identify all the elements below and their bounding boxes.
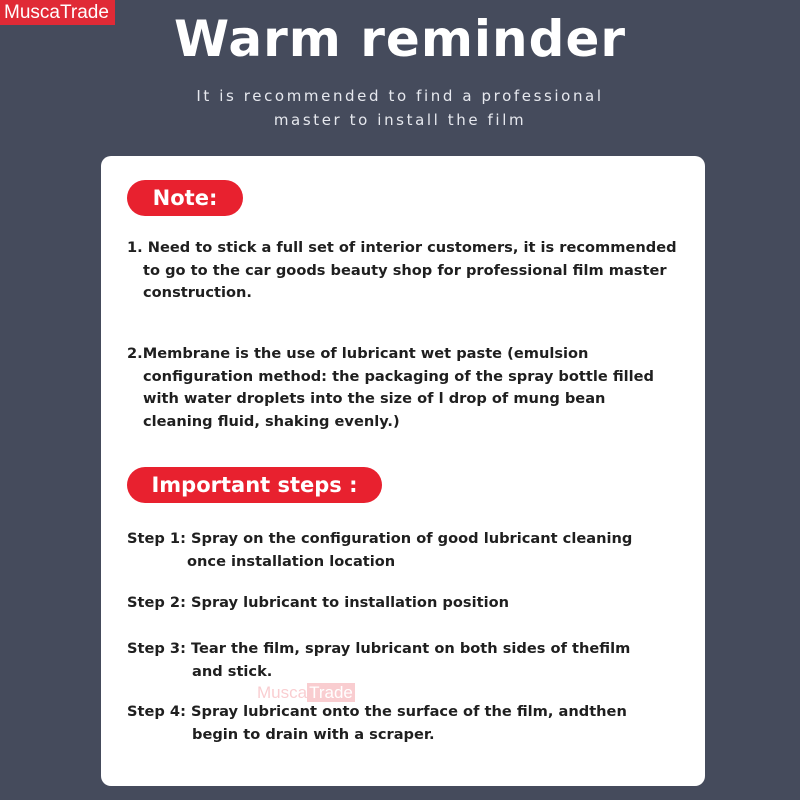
note-2-line-3: with water droplets into the size of l drop of mung bean	[143, 390, 606, 407]
note-1-line-1: 1. Need to stick a full set of interior customers, it is recommended	[127, 239, 677, 256]
brand-logo-part2: Trade	[59, 2, 109, 23]
step-3-line-2: and stick.	[192, 662, 273, 680]
note-2-line-1: 2.Membrane is the use of lubricant wet paste (emulsion	[127, 345, 589, 362]
step-3	[127, 638, 697, 683]
subtitle-line-1: It is recommended to find a professional	[196, 87, 604, 105]
note-item-2	[127, 343, 697, 433]
step-1-line-1: Step 1: Spray on the configuration of good lubricant cleaning	[127, 530, 633, 547]
step-2	[127, 592, 697, 615]
watermark	[257, 683, 355, 703]
note-2-line-2: configuration method: the packaging of the spray bottle filled	[143, 367, 655, 385]
watermark-part1: Musca	[257, 683, 308, 702]
step-2-line-1: Step 2: Spray lubricant to installation position	[127, 594, 509, 611]
note-2-line-4: cleaning fluid, shaking evenly.)	[143, 412, 400, 430]
brand-logo-part1: Musca	[4, 2, 60, 23]
page-title: Warm reminder	[173, 10, 627, 68]
step-1-line-2: once installation location	[187, 552, 396, 570]
note-1-line-3: construction.	[143, 284, 252, 301]
page-subtitle	[0, 84, 800, 132]
subtitle-line-2: master to install the film	[273, 111, 527, 129]
step-4-line-2: begin to drain with a scraper.	[192, 725, 435, 743]
note-label: Note:	[127, 180, 243, 216]
watermark-part2: Trade	[309, 683, 353, 702]
info-card	[101, 156, 705, 786]
note-item-1	[127, 237, 697, 305]
step-4-line-1: Step 4: Spray lubricant onto the surface of the film, andthen	[127, 703, 627, 720]
note-1-line-2: to go to the car goods beauty shop for professional film master	[143, 261, 667, 279]
important-steps-label: Important steps :	[127, 467, 382, 503]
step-1	[127, 528, 697, 573]
step-4	[127, 701, 697, 746]
step-3-line-1: Step 3: Tear the film, spray lubricant on both sides of thefilm	[127, 640, 631, 657]
